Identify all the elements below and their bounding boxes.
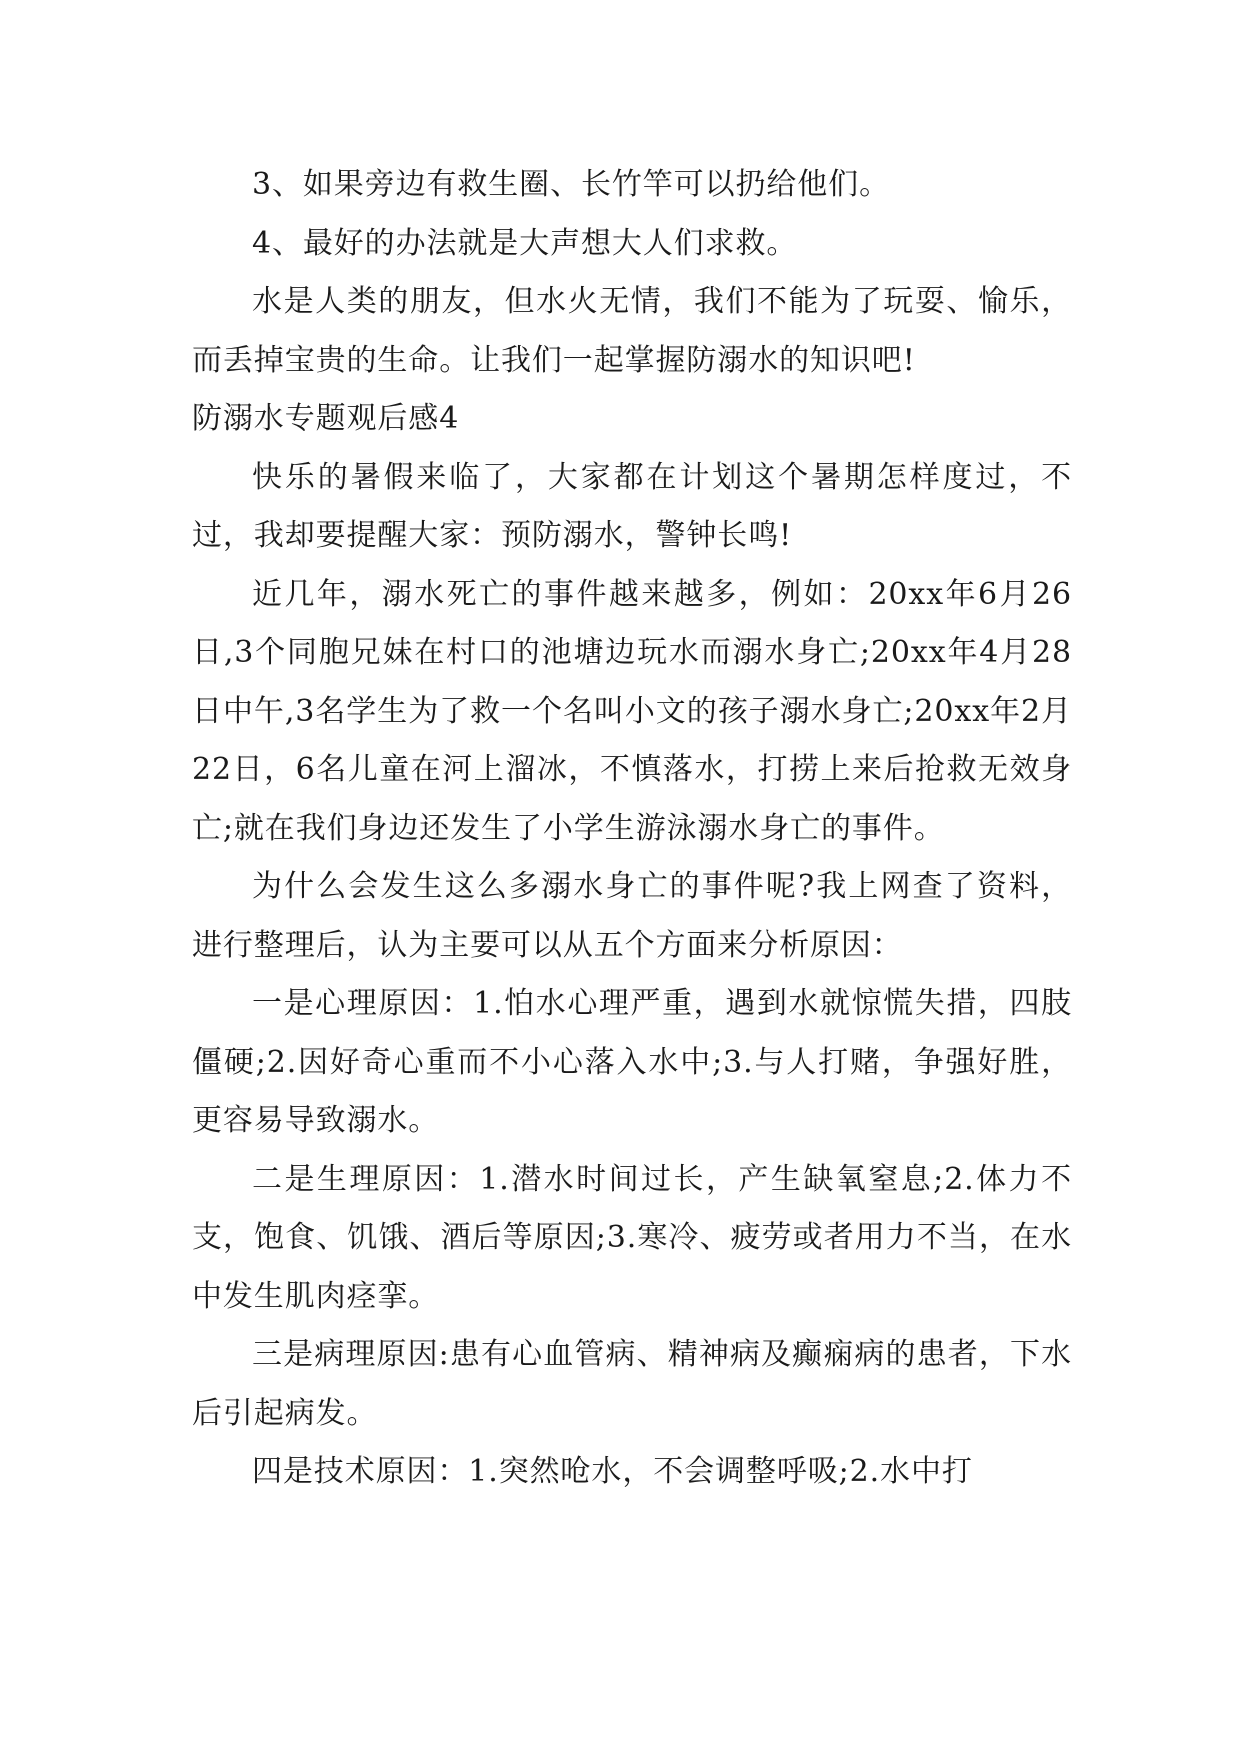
paragraph: 3、如果旁边有救生圈、长竹竿可以扔给他们。 (252, 167, 890, 202)
paragraph: 4、最好的办法就是大声想大人们求救。 (252, 225, 798, 261)
paragraph: 四是技术原因：1.突然呛水，不会调整呼吸;2.水中打 (252, 1454, 973, 1489)
paragraph: 快乐的暑假来临了，大家都在计划这个暑期怎样度过，不过，我却要提醒大家：预防溺水，警钟长鸣! (192, 459, 1072, 553)
document-body (192, 156, 1072, 1502)
paragraph: 近几年，溺水死亡的事件越来越多，例如：20xx年6月26日,3个同胞兄妹在村口的池塘边玩水而溺水身亡;20xx年4月28日中午,3名学生为了救一个名叫小文的孩子溺水身亡;20xx年2月22日，6名儿童在河上溜冰，不慎落水，打捞上来后抢救无效身亡;就在我们身边还发生了小学生游泳溺水身亡的事件。 (192, 576, 1072, 846)
paragraph: 二是生理原因：1.潜水时间过长，产生缺氧窒息;2.体力不支，饱食、饥饿、酒后等原因;3.寒冷、疲劳或者用力不当，在水中发生肌肉痉挛。 (192, 1161, 1072, 1314)
paragraph: 一是心理原因：1.怕水心理严重，遇到水就惊慌失措，四肢僵硬;2.因好奇心重而不小心落入水中;3.与人打赌，争强好胜，更容易导致溺水。 (192, 986, 1072, 1138)
paragraph: 水是人类的朋友，但水火无情，我们不能为了玩耍、愉乐，而丢掉宝贵的生命。让我们一起掌握防溺水的知识吧! (192, 284, 1072, 378)
paragraph: 三是病理原因:患有心血管病、精神病及癫痫病的患者，下水后引起病发。 (192, 1337, 1072, 1431)
paragraph: 为什么会发生这么多溺水身亡的事件呢?我上网查了资料，进行整理后，认为主要可以从五个方面来分析原因： (192, 869, 1072, 963)
section-heading: 防溺水专题观后感4 (192, 401, 460, 436)
